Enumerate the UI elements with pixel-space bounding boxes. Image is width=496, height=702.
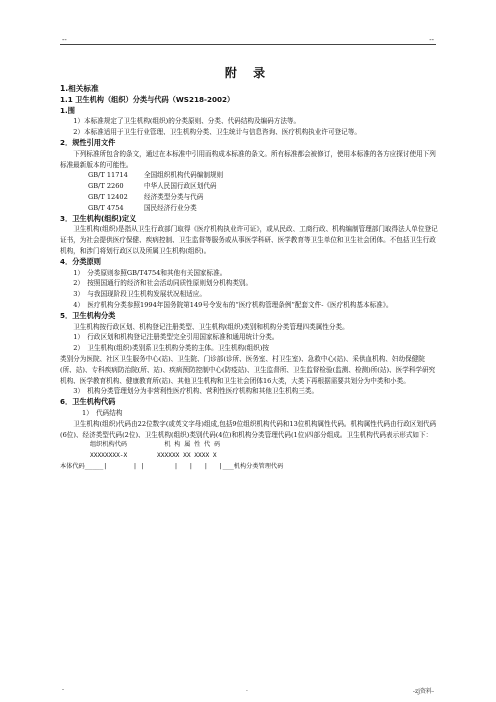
section-5-item-3: 3） 机构分类管理划分为非营利性医疗机构、营利性医疗机构和其他卫生机构三类。: [73, 387, 319, 396]
section-4-item-4: 4） 医疗机构分类参照1994年国务院第149号令发布的“医疗机构管理条例”配套文件-《医疗机构基本标准》。: [73, 300, 393, 309]
standard-code: GB/T 12402: [88, 192, 128, 201]
section-1-para-1: 1）本标准规定了卫生机构(组织)的分类原则、分类、代码结构及编码方法等。: [73, 117, 301, 126]
section-4-heading: 4．分类原则: [60, 256, 101, 266]
section-3-heading: 3．卫生机构(组织)定义: [60, 213, 137, 223]
section-1-heading: 1.围: [60, 105, 75, 115]
standard-name: 全国组织机构代码编制规则: [144, 171, 224, 180]
footer-middle: .: [246, 686, 248, 693]
footer-right: -zj资料-: [412, 688, 434, 695]
section-5-para: 卫生机构按行政区划、机构登记注册类型、卫生机构(组织)类别和机构分类管理四类属性分类。: [73, 322, 349, 331]
standard-ref: [60, 203, 438, 214]
standard-ref: [60, 170, 438, 181]
code-diagram-line-2: XXXXXXXX-X XXXXXX XX XXXX X: [90, 452, 217, 460]
section-4-item-3: 3） 与我国现阶段卫生机构发展状况相适应。: [73, 290, 206, 299]
section-6-subheading: 1） 代码结构: [82, 408, 123, 417]
standard-name: 中华人民国行政区划代码: [144, 182, 217, 191]
standard-ref: [60, 181, 438, 192]
section-5-para-2: 类别分为医院、社区卫生服务中心(站)、卫生院、门诊部(诊所、医务室、村卫生室)、急救中心(站)、采供血机构、妇幼保健院(所、站)、专科疾病防治院(所、站)、疾病预防控制中心(防疫站)、卫生监督所、卫生监督检验(监测、检测)所(站)、医学科学研究机构、医学教育机构、健康教育所(站)、其他卫生机构和卫生社会团体16大类，大类下再根据需要共划分为中类和小类。: [60, 354, 436, 385]
header-rule: [60, 44, 436, 45]
code-diagram-line-1: 组织机构代码 机 构 属 性 代 码: [90, 441, 221, 449]
standard-code: GB/T 2260: [88, 182, 124, 191]
standard-code: GB/T 11714: [88, 171, 128, 180]
section-5-item-1: 1） 行政区划和机构登记注册类型完全引用国家标准和通用统计分类。: [73, 333, 279, 342]
document-body: [60, 84, 438, 473]
header-right: --: [429, 36, 434, 44]
standard-code: GB/T 4754: [88, 203, 124, 212]
standard-name: 经济类型分类与代码: [144, 192, 204, 201]
code-diagram-line-3: 本体代码_____| | | | | | |___机构分类管理代码: [60, 462, 284, 470]
header-left: --: [62, 36, 67, 44]
section-5-heading: 5．卫生机构分类: [60, 310, 116, 320]
section-4-item-1: 1） 分类原则参照GB/T4754和其他有关国家标准。: [73, 268, 227, 277]
standard-name: 国民经济行业分类: [144, 203, 197, 212]
subsection-heading: 1.1 卫生机构（组织）分类与代码（WS218-2002）: [60, 94, 235, 104]
section-5-item-2: 2） 卫生机构(组织)类别系卫生机构分类的主体。卫生机构(组织)按: [73, 344, 269, 353]
page-title: 附 录: [224, 66, 272, 80]
standard-ref: [60, 192, 438, 203]
footer-left: -: [62, 686, 65, 693]
section-heading-main: 1.相关标准: [60, 84, 99, 93]
section-3-para: 卫生机构(组织)是指从卫生行政部门取得《医疗机构执业许可证》，或从民政、工商行政、机构编制管理部门取得法人单位登记证书，为社会提供医疗保健、疾病控制、卫生监督等服务或从事医学科研、医学教育等卫生单位和卫生社会团体。不包括卫生行政机构，和涉门将划行政区以及所属卫生机构(组织)。: [60, 225, 438, 255]
section-6-heading: 6．卫生机构代码: [60, 397, 116, 407]
section-1-para-2: 2）本标准适用于卫生行业管理、卫生机构分类、卫生统计与信息咨询、医疗机构执业许可登记等。: [73, 128, 361, 137]
section-6-para: 卫生机构(组织)代码由22位数字(或英文字母)组成,包括9位组织机构代码和13位机构属性代码。机构属性代码由行政区划代码(6位)、经济类型代码(2位)、卫生机构(组织)类别代码(4位)和机构分类管理代码(1位)四部分组成。卫生机构代码表示形式如下：: [60, 419, 437, 439]
section-2-heading: 2．规性引用文件: [60, 137, 116, 147]
section-4-item-2: 2） 按照国通行的经济和社会活动同质性原则划分机构类别。: [73, 279, 253, 288]
section-2-intro: 下列标准所包含的条文，通过在本标准中引用而构成本标准的条文。所有标准都会被修订，使用本标准的各方应探讨使用下列标准最新版本的可能性。: [60, 149, 436, 169]
